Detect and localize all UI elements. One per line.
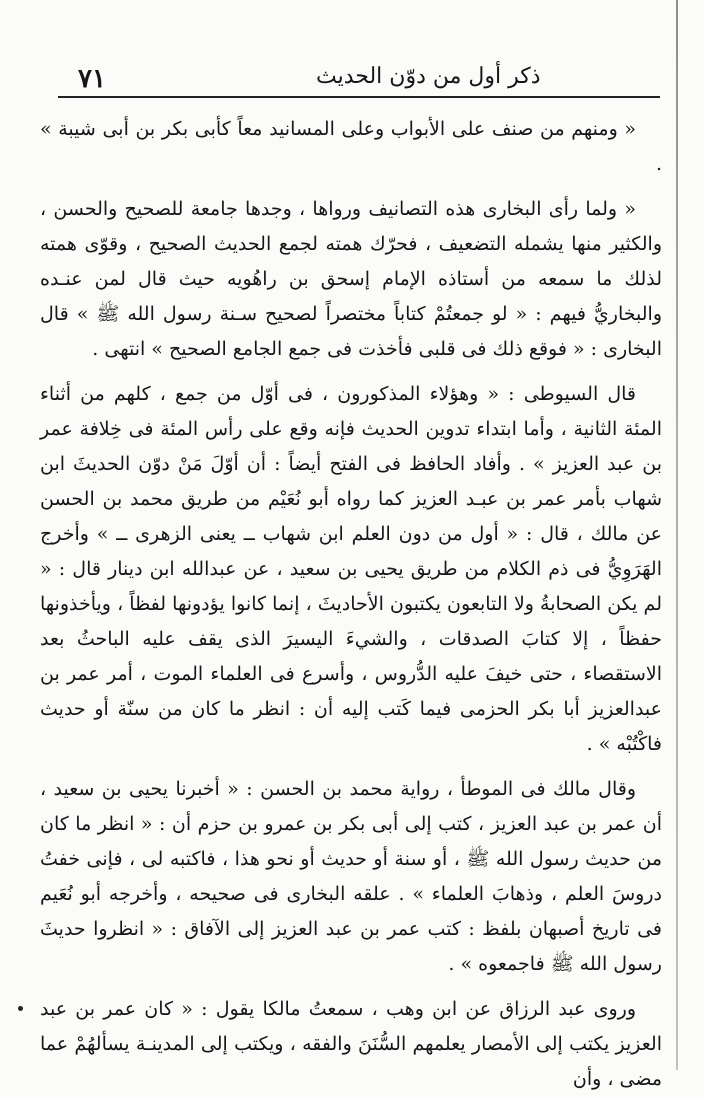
page-header bbox=[58, 58, 660, 98]
page-edge bbox=[676, 0, 678, 1070]
body-text bbox=[40, 112, 662, 1097]
paragraph: « ولما رأى البخارى هذه التصانيف ورواها ، وجدها جامعة للصحيح والحسن ، والكثير منها يشمله التضعيف ، فحرّك همته لجمع الحديث الصحيح ، وقوّى همته لذلك ما سمعه من أستاذه الإمام إسحق بن راهُويه حيث قال لمن عنـده والبخاريُّ فيهم : « لو جمعتُمْ كتاباً مختصراً لصحيح سـنة رسول الله ﷺ » قال البخارى : « فوقع ذلك فى قلبى فأخذت فى جمع الجامع الصحيح » انتهى . bbox=[40, 198, 662, 360]
running-head: ذكر أول من دوّن الحديث bbox=[316, 64, 541, 89]
margin-dot bbox=[18, 1006, 23, 1011]
page-number: ٧١ bbox=[78, 64, 106, 94]
paragraph: وروى عبد الرزاق عن ابن وهب ، سمعتُ مالكا يقول : « كان عمر بن عبد العزيز يكتب إلى الأمصار يعلمهم السُّنَنَ والفقه ، ويكتب إلى المدينـة يسألهُمْ عما مضى ، وأن bbox=[40, 998, 662, 1090]
paragraph: « ومنهم من صنف على الأبواب وعلى المسانيد معاً كأبى بكر بن أبى شيبة » . bbox=[40, 118, 662, 175]
paragraph: وقال مالك فى الموطأ ، رواية محمد بن الحسن : « أخبرنا يحيى بن سعيد ، أن عمر بن عبد العزيز ، كتب إلى أبى بكر بن عمرو بن حزم أن : « انظر ما كان من حديث رسول الله ﷺ ، أو سنة أو حديث أو نحو هذا ، فاكتبه لى ، فإنى خفتُ دروسَ العلم ، وذهابَ العلماء » . علقه البخارى فى صحيحه ، وأخرجه أبو نُعَيم فى تاريخ أصبهان بلفظ : كتب عمر بن عبد العزيز إلى الآفاق : « انظروا حديثَ رسول الله ﷺ فاجمعوه » . bbox=[40, 778, 662, 975]
paragraph: قال السيوطى : « وهؤلاء المذكورون ، فى أوّل من جمع ، كلهم من أثناء المئة الثانية ، وأما ابتداء تدوين الحديث فإنه وقع على رأس المئة فى خِلافة عمر بن عبد العزيز » . وأفاد الحافظ فى الفتح أيضاً : أن أوّلَ مَنْ دوّن الحديثَ ابن شهاب بأمر عمر بن عبـد العزيز كما رواه أبو نُعَيْم من طريق محمد بن الحسن عن مالك ، قال : « أول من دون العلم ابن شهاب ــ يعنى الزهرى ــ » وأخرج الهَرَوِيُّ فى ذم الكلام من طريق يحيى بن سعيد ، عن عبدالله ابن دينار قال : « لم يكن الصحابةُ ولا التابعون يكتبون الأحاديثَ ، إنما كانوا يؤدونها لفظاً ، ويأخذونها حفظاً ، إلا كتابَ الصدقات ، والشيءَ اليسيرَ الذى يقف عليه الباحثُ بعد الاستقصاء ، حتى خيفَ عليه الدُّروس ، وأسرع فى العلماء الموت ، أمر عمر بن عبدالعزيز أبا بكر الحزمى فيما كَتب إليه أن : انظر ما كان من سنّة أو حديث فاكْتُبْه » . bbox=[40, 383, 662, 755]
